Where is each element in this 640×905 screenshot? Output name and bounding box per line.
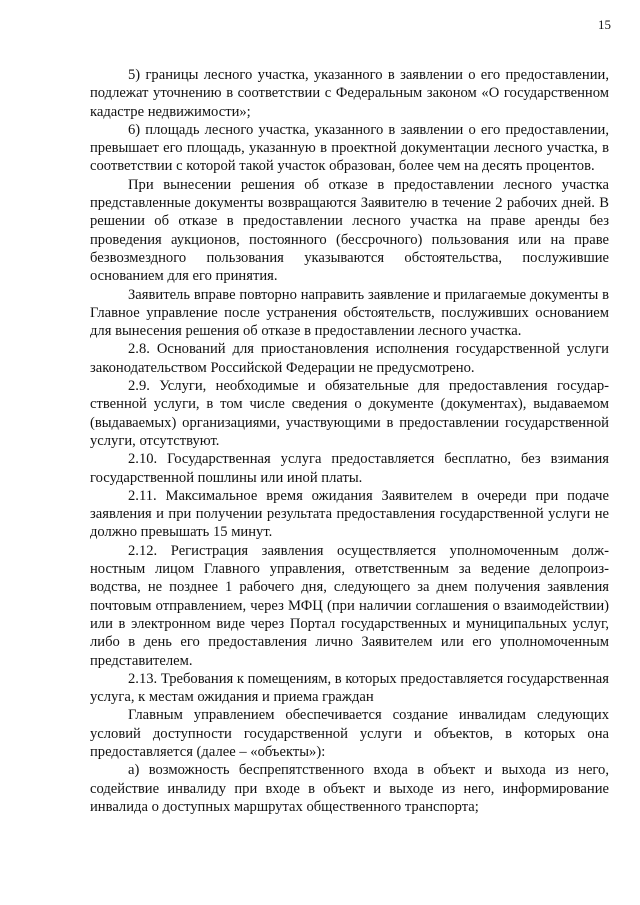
paragraph-item-5: 5) границы лесного участка, указанного в заявлении о его предоставлении, подлежат уточнению в соответствии с Федеральным законом «О государственном кадастре недвижимости»; <box>90 67 609 120</box>
paragraph-refusal-decision: При вынесении решения об отказе в предоставлении лесного участка представленные документы возвращаются Заявителю в течение 2 рабочих дней. В решении об отказе в предоставлении лесного участка на праве аренды без проведения аукционов, постоянного (бессрочного) пользования или на праве безвозмездного пользования указываются обстоятельства, послужившие основанием для его принятия. <box>90 176 609 285</box>
paragraph-2-10: 2.10. Государственная услуга предоставляется бесплатно, без взимания государственной пошлины или иной платы. <box>90 451 609 486</box>
paragraph-2-11: 2.11. Максимальное время ожидания Заявителем в очереди при подаче заявления и при получении результата предоставления государственной услуги не должно превышать 15 минут. <box>90 487 609 541</box>
paragraph-2-13: 2.13. Требования к помещениям, в которых предоставляется государственная услуга, к местам ожидания и приема граждан <box>90 670 609 706</box>
paragraph-2-9: 2.9. Услуги, необходимые и обязательные для предоставления государственной услуги, в том числе сведения о документе (документах), выдаваемом (выдаваемых) организациями, участвующими в предоставлении государственной услуги, отсутствуют. <box>90 378 609 449</box>
paragraph-resubmission: Заявитель вправе повторно направить заявление и прилагаемые документы в Главное управление после устранения обстоятельств, послуживших основанием для вынесения решения об отказе в предоставлении лесного участка. <box>90 286 609 340</box>
paragraph-2-12: 2.12. Регистрация заявления осуществляется уполномоченным должностным лицом Главного управления, ответственным за ведение делопроизводства, не позднее 1 рабочего дня, следующего за днем получения заявления почтовым отправлением, через МФЦ (при наличии соглашения о взаимодействии) или в электронном виде через Портал государственных и муниципальных услуг, либо в день его предоставления лично Заявителем или его уполномоченным представителем. <box>90 542 609 669</box>
paragraph-2-8: 2.8. Оснований для приостановления исполнения государственной услуги законодательством Российской Федерации не предусмотрено. <box>90 341 609 376</box>
paragraph-item-6: 6) площадь лесного участка, указанного в заявлении о его предоставлении, превышает его площадь, указанную в проектной документации лесного участка, в соответствии с которой такой участок образован, более чем на десять процентов. <box>90 121 609 175</box>
document-body <box>90 66 609 816</box>
paragraph-item-a: а) возможность беспрепятственного входа в объект и выхода из него, содействие инвалиду при входе в объект и выходе из него, информирование инвалида о доступных маршрутах общественного транспорта; <box>90 762 609 815</box>
paragraph-accessibility-conditions: Главным управлением обеспечивается создание инвалидам следующих условий доступности государственной услуги и объектов, в которых она предоставляется (далее – «объекты»): <box>90 707 609 760</box>
page-number: 15 <box>598 17 611 32</box>
